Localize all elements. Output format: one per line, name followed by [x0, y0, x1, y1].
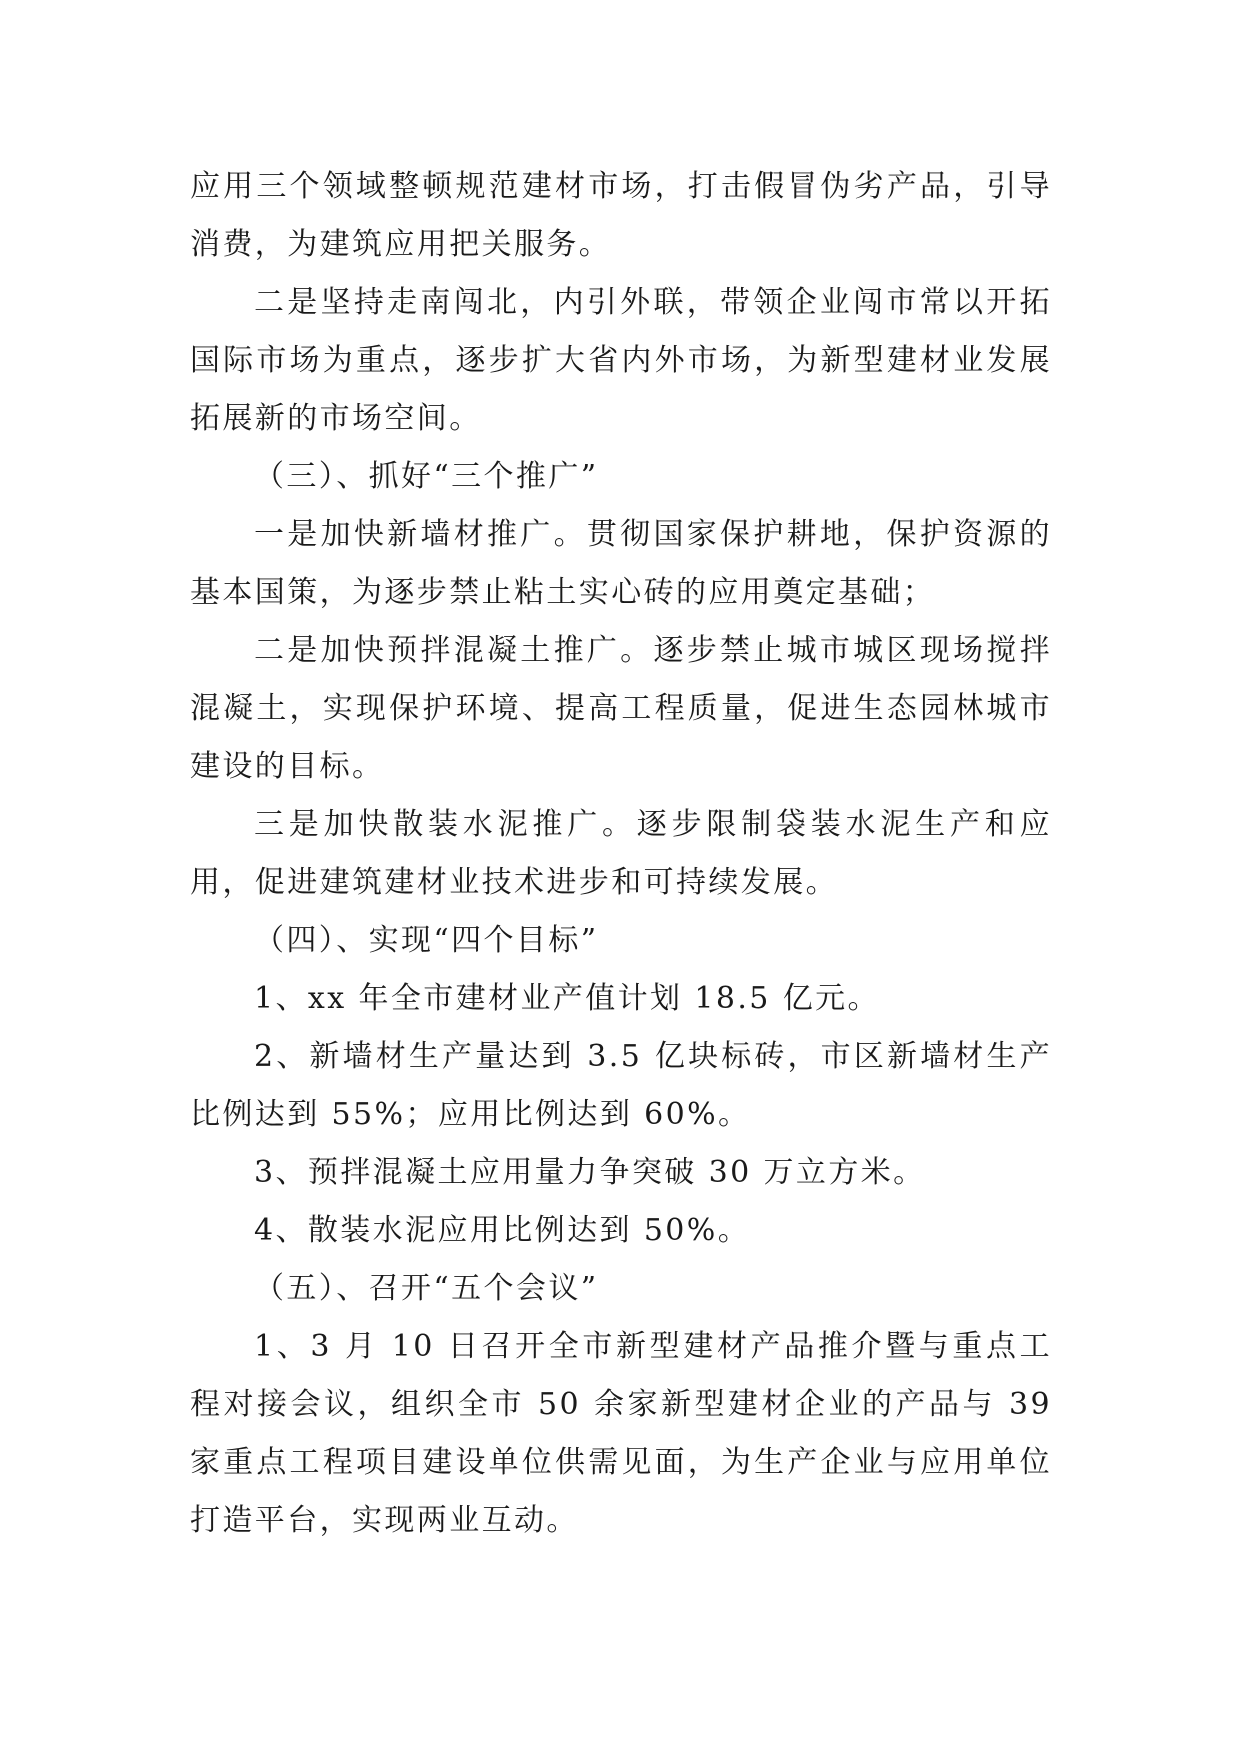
paragraph-wall-material: 一是加快新墙材推广。贯彻国家保护耕地，保护资源的基本国策，为逐步禁止粘土实心砖的应用奠定基础； [190, 517, 1052, 610]
meeting-item-1: 1、3 月 10 日召开全市新型建材产品推介暨与重点工程对接会议，组织全市 50 余家新型建材企业的产品与 39 家重点工程项目建设单位供需见面，为生产企业与应用单位打造平台，实现两业互动。 [190, 1329, 1052, 1538]
goal-item-2: 2、新墙材生产量达到 3.5 亿块标砖，市区新墙材生产比例达到 55%；应用比例达到 60%。 [190, 1039, 1052, 1132]
section-heading-four-goals: （四）、实现“四个目标” [254, 923, 599, 958]
paragraph-bulk-cement: 三是加快散装水泥推广。逐步限制袋装水泥生产和应用，促进建筑建材业技术进步和可持续发展。 [190, 807, 1052, 900]
paragraph-point-two: 二是坚持走南闯北，内引外联，带领企业闯市常以开拓国际市场为重点，逐步扩大省内外市场，为新型建材业发展拓展新的市场空间。 [190, 285, 1052, 436]
document-body [190, 158, 1052, 1550]
paragraph-ready-mix-concrete: 二是加快预拌混凝土推广。逐步禁止城市城区现场搅拌混凝土，实现保护环境、提高工程质量，促进生态园林城市建设的目标。 [190, 633, 1052, 784]
goal-item-4: 4、散装水泥应用比例达到 50%。 [254, 1213, 751, 1248]
goal-item-1: 1、xx 年全市建材业产值计划 18.5 亿元。 [254, 981, 880, 1016]
section-heading-five-meetings: （五）、召开“五个会议” [254, 1271, 599, 1306]
goal-item-3: 3、预拌混凝土应用量力争突破 30 万立方米。 [254, 1155, 926, 1190]
section-heading-three-promotions: （三）、抓好“三个推广” [254, 459, 599, 494]
paragraph-continuation: 应用三个领域整顿规范建材市场，打击假冒伪劣产品，引导消费，为建筑应用把关服务。 [190, 169, 1052, 262]
